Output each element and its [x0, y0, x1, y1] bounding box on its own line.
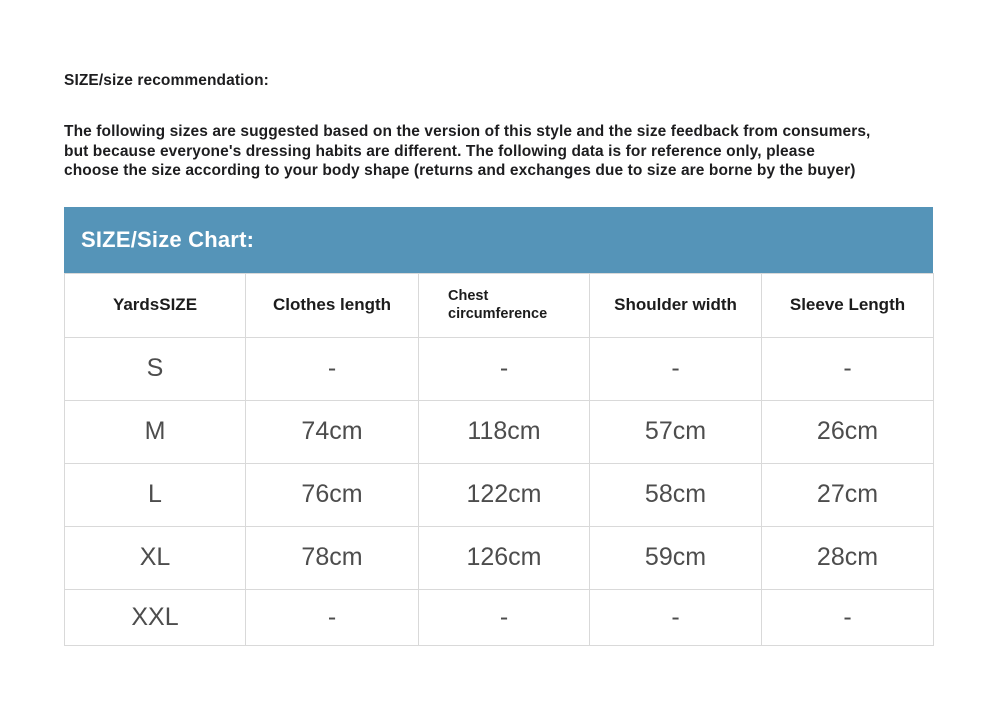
column-header-clothes-length-label: Clothes length: [272, 295, 392, 314]
size-chart-table: [64, 273, 934, 646]
cell-chest-circumference: 118cm: [419, 400, 590, 463]
cell-chest-circumference: 126cm: [419, 526, 590, 589]
table-row-m: [65, 400, 934, 463]
cell-size: S: [65, 337, 246, 400]
column-header-shoulder-width-label: Shoulder width: [614, 295, 737, 314]
column-header-size: [65, 273, 246, 337]
cell-size: M: [65, 400, 246, 463]
cell-shoulder-width: -: [590, 337, 762, 400]
column-header-size-label: YardsSIZE: [112, 295, 198, 314]
table-row-l: [65, 463, 934, 526]
size-chart-title-bar: [64, 207, 933, 273]
cell-sleeve-length: 27cm: [762, 463, 934, 526]
column-header-chest-circumference: [419, 273, 590, 337]
cell-shoulder-width: -: [590, 589, 762, 645]
column-header-sleeve-length-label: Sleeve Length: [789, 295, 906, 314]
table-row-s: [65, 337, 934, 400]
column-header-shoulder-width: [590, 273, 762, 337]
cell-clothes-length: 78cm: [246, 526, 419, 589]
cell-clothes-length: -: [246, 337, 419, 400]
cell-clothes-length: -: [246, 589, 419, 645]
cell-clothes-length: 74cm: [246, 400, 419, 463]
cell-shoulder-width: 57cm: [590, 400, 762, 463]
column-header-clothes-length: [246, 273, 419, 337]
description-line-2: but because everyone's dressing habits are different. The following data is for reference only, please: [64, 142, 815, 160]
column-header-chest-circumference-label: Chest circumference: [448, 288, 548, 322]
table-row-xl: [65, 526, 934, 589]
cell-sleeve-length: -: [762, 589, 934, 645]
size-chart-title: SIZE/Size Chart:: [81, 226, 255, 252]
cell-shoulder-width: 59cm: [590, 526, 762, 589]
cell-chest-circumference: -: [419, 337, 590, 400]
cell-chest-circumference: -: [419, 589, 590, 645]
cell-chest-circumference: 122cm: [419, 463, 590, 526]
cell-sleeve-length: 28cm: [762, 526, 934, 589]
cell-size: XL: [65, 526, 246, 589]
size-description: [64, 122, 933, 181]
cell-sleeve-length: -: [762, 337, 934, 400]
cell-size: XXL: [65, 589, 246, 645]
description-line-1: The following sizes are suggested based on the version of this style and the size feedback from consumers,: [64, 123, 871, 140]
description-line-3: choose the size according to your body shape (returns and exchanges due to size are borne by the buyer): [64, 162, 856, 179]
table-header-row: [65, 273, 934, 337]
cell-sleeve-length: 26cm: [762, 400, 934, 463]
cell-shoulder-width: 58cm: [590, 463, 762, 526]
cell-size: L: [65, 463, 246, 526]
table-row-xxl: [65, 589, 934, 645]
column-header-sleeve-length: [762, 273, 934, 337]
cell-clothes-length: 76cm: [246, 463, 419, 526]
page-title: SIZE/size recommendation:: [64, 72, 269, 89]
